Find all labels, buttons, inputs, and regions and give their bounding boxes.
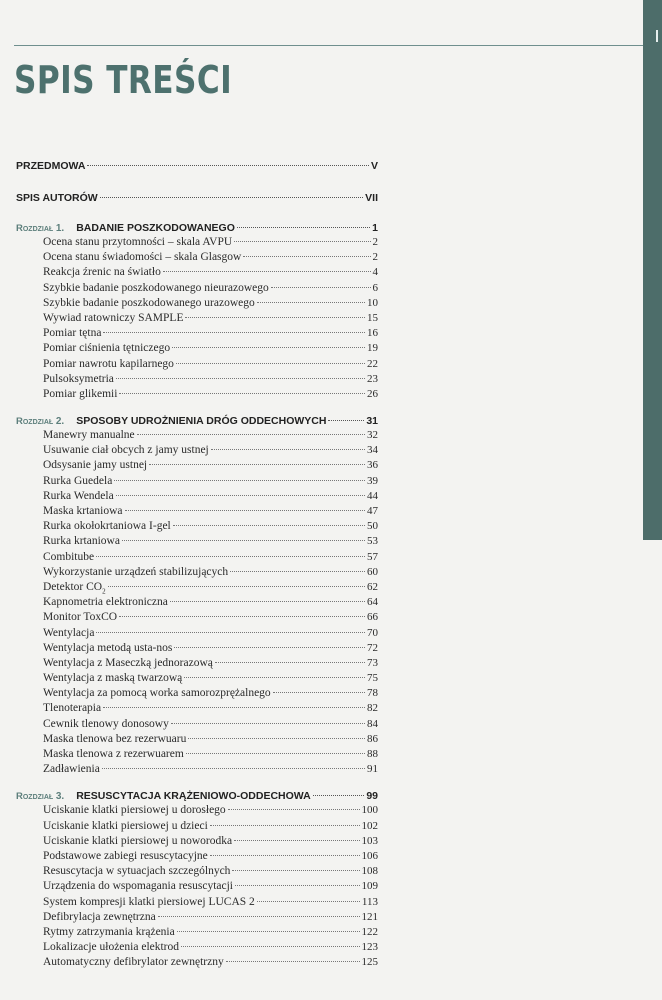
toc-item-text: Rytmy zatrzymania krążenia [43, 925, 175, 938]
toc-item-text: Szybkie badanie poszkodowanego nieurazowego [43, 281, 269, 294]
toc-item-label [43, 642, 172, 654]
toc-item-text: Rurka okołokrtaniowa I-gel [43, 520, 171, 533]
toc-item-label [43, 282, 269, 294]
chapter-page: 99 [366, 790, 378, 803]
dot-leader [137, 434, 365, 435]
toc-item[interactable] [16, 520, 378, 535]
toc-item[interactable] [16, 505, 378, 520]
chapter-num: 2. [55, 416, 65, 428]
toc-item-page: 106 [361, 849, 378, 862]
toc-item-text: Pomiar tętna [43, 327, 102, 340]
toc-entry-authors[interactable] [16, 192, 378, 206]
toc-item[interactable] [16, 312, 378, 327]
dot-leader [271, 287, 371, 288]
dot-leader [96, 632, 365, 633]
toc-entry-label: PRZEDMOWA [16, 160, 86, 172]
chapter-section [16, 222, 378, 403]
dot-leader [102, 768, 365, 769]
toc-item-text: Detektor CO [43, 580, 103, 593]
toc-item-page: 2 [372, 236, 378, 248]
dot-leader [234, 241, 370, 242]
dot-leader [210, 855, 360, 856]
toc-item[interactable] [16, 429, 378, 444]
toc-item[interactable] [16, 896, 378, 911]
toc-item-text: Urządzenia do wspomagania resuscytacji [43, 880, 233, 893]
chapter-section [16, 415, 378, 778]
toc-item[interactable] [16, 627, 378, 642]
toc-item-text: Automatyczny defibrylator zewnętrzny [43, 956, 224, 969]
toc-item-page: 102 [361, 819, 378, 832]
toc-item-page: 82 [367, 702, 378, 715]
toc-item-page: 60 [367, 565, 378, 578]
dot-leader [96, 556, 365, 557]
toc-item-label [43, 865, 230, 877]
chapter-number [16, 416, 64, 427]
toc-item[interactable] [16, 266, 378, 281]
side-tab-mark [656, 30, 658, 42]
toc-item-page: 86 [367, 732, 378, 745]
dot-leader [158, 916, 360, 917]
toc-item-text: Cewnik tlenowy donosowy [43, 717, 169, 730]
chapter-title: SPOSOBY UDROŻNIENIA DRÓG ODDECHOWYCH [76, 415, 327, 428]
toc-item[interactable] [16, 581, 378, 596]
toc-item-text: Monitor ToxCO [43, 611, 118, 624]
toc-item-page: 125 [361, 956, 378, 969]
toc-item-subscript: 2 [102, 587, 106, 596]
toc-item-page: 64 [367, 596, 378, 609]
toc-item-label [43, 459, 147, 471]
toc-item[interactable] [16, 282, 378, 297]
dot-leader [119, 393, 365, 394]
dot-leader [174, 647, 365, 648]
chapter-num: 1. [55, 223, 65, 234]
toc-item-label [43, 820, 208, 832]
toc-item-text: Pulsoksymetria [43, 372, 114, 385]
toc-item-page: 100 [361, 804, 378, 817]
toc-item-text: Wentylacja z maską twarzową [43, 672, 183, 685]
toc-item-page: 66 [367, 611, 378, 624]
toc-item-label [43, 748, 184, 760]
toc-item[interactable] [16, 596, 378, 611]
toc-item[interactable] [16, 941, 378, 956]
toc-entry-preface[interactable] [16, 160, 378, 174]
dot-leader [226, 961, 360, 962]
toc-item-label [43, 444, 209, 456]
dot-leader [257, 302, 365, 303]
top-rule [14, 45, 644, 46]
toc-item-label [43, 297, 255, 309]
toc-item[interactable] [16, 611, 378, 626]
toc-item-page: 4 [372, 266, 378, 279]
dot-leader [228, 809, 360, 810]
dot-leader [171, 723, 365, 724]
toc-item-page: 109 [361, 880, 378, 893]
chapter-title: RESUSCYTACJA KRĄŻENIOWO-ODDECHOWA [76, 790, 311, 803]
toc-item-page: 121 [361, 910, 378, 923]
toc-item-label [43, 718, 169, 730]
dot-leader [328, 420, 364, 421]
toc-item-text: Lokalizacje ułożenia elektrod [43, 941, 180, 954]
toc-item-text: Zadławienia [43, 763, 100, 776]
toc-item-page: 123 [361, 941, 378, 954]
toc-item-page: 53 [367, 535, 378, 548]
toc-item-label [43, 388, 117, 400]
dot-leader [103, 707, 365, 708]
toc-item-page: 103 [361, 834, 378, 847]
toc-item[interactable] [16, 388, 378, 403]
toc-item-label [43, 926, 175, 938]
toc-item-label [43, 490, 114, 502]
chapter-prefix: Rozdział [16, 416, 54, 428]
toc-item-text: Podstawowe zabiegi resuscytacyjne [43, 849, 208, 862]
toc-item-page: 108 [361, 865, 378, 878]
dot-leader [273, 692, 365, 693]
dot-leader [103, 332, 365, 333]
toc-item-label [43, 312, 183, 324]
toc-item-label [43, 687, 271, 699]
toc-item-label [43, 657, 213, 669]
toc-item[interactable] [16, 956, 378, 971]
toc-item-text: Wentylacja [43, 626, 95, 639]
dot-leader [122, 540, 365, 541]
toc-item-label [43, 702, 101, 714]
toc-item-label [43, 327, 101, 339]
chapter-num: 3. [55, 791, 65, 803]
toc-item-page: 72 [367, 641, 378, 654]
toc-item-label [43, 804, 226, 816]
chapter-title: BADANIE POSZKODOWANEGO [76, 222, 235, 234]
toc-item[interactable] [16, 865, 378, 880]
toc-item-label [43, 251, 241, 263]
toc-item-page: 62 [367, 580, 378, 593]
toc-item-label [43, 763, 100, 775]
toc-item-text: Manewry manualne [43, 429, 135, 442]
toc-item-text: Defibrylacja zewnętrzna [43, 910, 156, 923]
dot-leader [170, 601, 365, 602]
toc-item[interactable] [16, 373, 378, 388]
toc-item-page: 57 [367, 550, 378, 563]
toc-item-text: Reakcja źrenic na światło [43, 266, 161, 279]
toc-item-label [43, 342, 170, 354]
toc-item-page: 39 [367, 474, 378, 487]
toc-item-text: System kompresji klatki piersiowej LUCAS 2 [43, 895, 255, 908]
dot-leader [185, 317, 365, 318]
toc-item-text: Pomiar nawrotu kapilarnego [43, 357, 174, 370]
dot-leader [234, 840, 359, 841]
toc-item-label [43, 941, 179, 953]
toc-item[interactable] [16, 475, 378, 490]
toc-item-page: 22 [367, 357, 378, 370]
toc-item-label [43, 551, 94, 563]
toc-item-page: 78 [367, 687, 378, 700]
toc-item-label [43, 566, 228, 578]
toc-item-page: 16 [367, 327, 378, 340]
chapter-heading[interactable] [16, 790, 378, 804]
toc-item-text: Wentylacja za pomocą worka samorozprężalnego [43, 687, 271, 700]
toc-item-page: 32 [367, 429, 378, 442]
toc-item[interactable] [16, 642, 378, 657]
toc-item-label [43, 373, 114, 385]
dot-leader [210, 825, 360, 826]
toc-item[interactable] [16, 687, 378, 702]
toc-item-text: Resuscytacja w sytuacjach szczególnych [43, 865, 231, 878]
toc-item-label [43, 520, 171, 532]
dot-leader [188, 738, 365, 739]
toc-item[interactable] [16, 566, 378, 581]
toc-item-text: Pomiar glikemii [43, 387, 118, 400]
toc-item[interactable] [16, 358, 378, 373]
toc-item-label [43, 611, 117, 623]
dot-leader [108, 586, 365, 587]
toc-item-text: Uciskanie klatki piersiowej u dorosłego [43, 804, 226, 817]
toc-item[interactable] [16, 850, 378, 865]
chapter-heading[interactable] [16, 222, 378, 236]
dot-leader [163, 271, 371, 272]
toc-item-text: Szybkie badanie poszkodowanego urazowego [43, 296, 255, 309]
toc-item[interactable] [16, 490, 378, 505]
dot-leader [114, 480, 365, 481]
toc-item[interactable] [16, 297, 378, 312]
toc-item[interactable] [16, 327, 378, 342]
toc-item-page: 84 [367, 717, 378, 730]
side-tab [643, 0, 662, 540]
toc-item-label [43, 475, 112, 487]
dot-leader [232, 870, 359, 871]
toc-item-page: 23 [367, 372, 378, 385]
toc-item-text: Ocena stanu świadomości – skala Glasgow [43, 251, 242, 264]
toc-item-label [43, 358, 174, 370]
dot-leader [186, 753, 365, 754]
chapter-heading[interactable] [16, 415, 378, 429]
toc-item-text: Ocena stanu przytomności – skala AVPU [43, 236, 233, 248]
toc-item-page: 10 [367, 296, 378, 309]
toc-item-label [43, 429, 135, 441]
toc-item-label [43, 627, 94, 639]
toc-item-page: 122 [361, 925, 378, 938]
toc-item[interactable] [16, 820, 378, 835]
toc-item-text: Uciskanie klatki piersiowej u noworodka [43, 834, 233, 847]
toc-item-label [43, 850, 208, 862]
toc-entry-page: VII [365, 192, 378, 204]
toc-item-page: 6 [372, 281, 378, 294]
dot-leader [237, 227, 370, 228]
toc-item[interactable] [16, 926, 378, 941]
toc-item[interactable] [16, 733, 378, 748]
dot-leader [149, 464, 365, 465]
chapter-number [16, 791, 64, 802]
toc-item[interactable] [16, 718, 378, 733]
toc-item[interactable] [16, 672, 378, 687]
toc-item-text: Maska krtaniowa [43, 505, 123, 517]
toc-item-text: Odsysanie jamy ustnej [43, 459, 148, 472]
dot-leader [116, 495, 365, 496]
toc-item-label [43, 835, 232, 847]
toc-item-label [43, 672, 182, 684]
dot-leader [181, 946, 359, 947]
toc-item-page: 73 [367, 656, 378, 669]
toc-item[interactable] [16, 748, 378, 763]
toc-item-page: 15 [367, 311, 378, 324]
toc-item-text: Usuwanie ciał obcych z jamy ustnej [43, 444, 209, 457]
dot-leader [211, 449, 365, 450]
dot-leader [173, 525, 365, 526]
toc-item-label [43, 956, 224, 968]
chapter-section [16, 790, 378, 971]
toc-item-page: 19 [367, 342, 378, 355]
chapter-list [16, 222, 378, 971]
toc-item[interactable] [16, 804, 378, 819]
toc-item-text: Pomiar ciśnienia tętniczego [43, 342, 171, 355]
toc-item[interactable] [16, 657, 378, 672]
toc-item-text: Rurka Guedela [43, 474, 113, 487]
toc-item[interactable] [16, 702, 378, 717]
toc-item[interactable] [16, 236, 378, 251]
dot-leader [87, 165, 369, 166]
dot-leader [119, 616, 365, 617]
toc-item-text: Wykorzystanie urządzeń stabilizujących [43, 565, 229, 578]
toc-item[interactable] [16, 880, 378, 895]
dot-leader [176, 363, 365, 364]
toc-item-label [43, 733, 186, 745]
toc-item-page: 91 [367, 763, 378, 776]
toc-item-page: 34 [367, 444, 378, 457]
toc-item-text: Rurka krtaniowa [43, 535, 120, 548]
toc-item-page: 75 [367, 672, 378, 685]
toc-item[interactable] [16, 251, 378, 266]
dot-leader [177, 931, 360, 932]
toc-item[interactable] [16, 835, 378, 850]
chapter-page: 31 [366, 415, 378, 428]
toc-item[interactable] [16, 459, 378, 474]
toc-item[interactable] [16, 342, 378, 357]
toc-item-text: Wentylacja metodą usta-nos [43, 641, 173, 654]
toc-item[interactable] [16, 911, 378, 926]
toc-item-text: Uciskanie klatki piersiowej u dzieci [43, 819, 208, 832]
toc-item-page: 44 [367, 489, 378, 502]
toc-item[interactable] [16, 535, 378, 550]
dot-leader [235, 885, 360, 886]
toc-item-text: Maska tlenowa z rezerwuarem [43, 748, 184, 760]
toc-item-label [43, 896, 255, 908]
toc-item-text: Rurka Wendela [43, 489, 114, 502]
toc-item-page: 36 [367, 459, 378, 472]
toc-item[interactable] [16, 551, 378, 566]
toc-item-label [43, 911, 156, 923]
dot-leader [243, 256, 370, 257]
toc-item-label [43, 505, 123, 517]
toc-item-text: Kapnometria elektroniczna [43, 596, 168, 609]
dot-leader [172, 347, 365, 348]
toc-item-page: 88 [367, 748, 378, 760]
toc-item-text: Combitube [43, 550, 95, 563]
toc-item-text: Maska tlenowa bez rezerwuaru [43, 732, 187, 745]
dot-leader [313, 795, 365, 796]
toc-item-page: 2 [372, 251, 378, 264]
dot-leader [116, 378, 365, 379]
toc-item-page: 113 [361, 895, 378, 908]
dot-leader [100, 197, 363, 198]
dot-leader [230, 571, 365, 572]
dot-leader [184, 677, 365, 678]
toc-item-label [43, 596, 168, 608]
toc-item-label [43, 535, 120, 547]
chapter-prefix: Rozdział [16, 223, 54, 234]
toc-item-page: 50 [367, 520, 378, 533]
toc-item-label [43, 880, 233, 892]
toc-item-text: Wentylacja z Maseczką jednorazową [43, 656, 213, 669]
toc-item-page: 47 [367, 505, 378, 517]
dot-leader [257, 901, 360, 902]
toc-item-page: 26 [367, 387, 378, 400]
toc-entry-label: SPIS AUTORÓW [16, 192, 98, 204]
toc-item-text: Tlenoterapia [43, 702, 102, 715]
table-of-contents [16, 160, 378, 971]
toc-item-label [43, 581, 106, 595]
toc-item-text: Wywiad ratowniczy SAMPLE [43, 311, 184, 324]
toc-item-label [43, 236, 232, 248]
page-title: SPIS TREŚCI [14, 58, 233, 102]
chapter-page: 1 [372, 222, 378, 234]
toc-entry-page: V [370, 160, 378, 172]
dot-leader [125, 510, 365, 511]
toc-item-label [43, 266, 161, 278]
chapter-number [16, 223, 64, 234]
chapter-prefix: Rozdział [16, 791, 54, 803]
dot-leader [215, 662, 365, 663]
toc-item[interactable] [16, 444, 378, 459]
toc-item[interactable] [16, 763, 378, 778]
toc-item-page: 70 [367, 626, 378, 639]
